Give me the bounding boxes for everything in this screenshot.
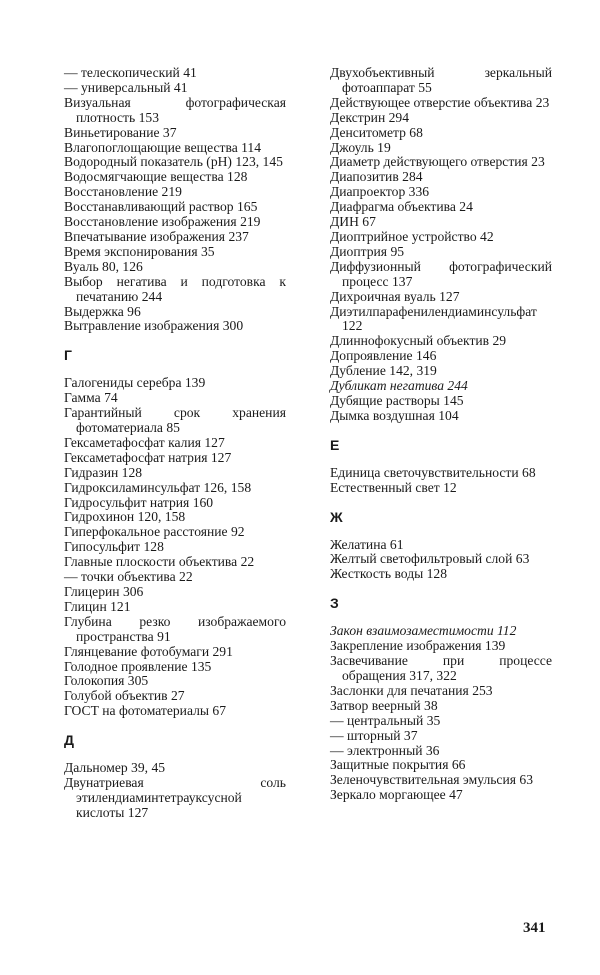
index-entry: Гиперфокальное расстояние 92 bbox=[64, 524, 245, 540]
index-entry: Длиннофокусный объектив 29 bbox=[330, 333, 507, 349]
index-entry: Денситометр 68 bbox=[330, 124, 423, 140]
index-entry: Глубина резко изображаемого пространства 91 bbox=[64, 613, 286, 644]
index-entry: Закрепление изображения 139 bbox=[330, 638, 506, 654]
index-entry: Водосмягчающие вещества 128 bbox=[64, 169, 248, 185]
section-letter: З bbox=[330, 595, 339, 612]
index-entry: Дымка воздушная 104 bbox=[330, 407, 459, 423]
index-entry: Влагопоглощающие вещества 114 bbox=[64, 139, 262, 155]
index-entry: Защитные покрытия 66 bbox=[330, 757, 466, 773]
index-entry: Единица светочувствительности 68 bbox=[330, 464, 536, 480]
index-entry: Диаметр действующего отверстия 23 bbox=[330, 154, 545, 170]
index-entry: Диоптрия 95 bbox=[330, 243, 405, 259]
section-letter: Е bbox=[330, 436, 340, 453]
index-entry: Глянцевание фотобумаги 291 bbox=[64, 643, 233, 659]
index-entry: Дальномер 39, 45 bbox=[64, 760, 166, 776]
index-entry: Действующее отверстие объектива 23 bbox=[330, 94, 550, 110]
index-entry: Заслонки для печатания 253 bbox=[330, 682, 493, 698]
index-entry: Естественный свет 12 bbox=[330, 479, 457, 495]
index-entry: Затвор веерный 38 bbox=[330, 697, 438, 713]
index-entry: Диапроектор 336 bbox=[330, 184, 430, 200]
index-entry: Гидросульфит натрия 160 bbox=[64, 494, 214, 510]
index-entry: Дубящие растворы 145 bbox=[330, 392, 464, 408]
index-entry: Жесткость воды 128 bbox=[330, 566, 448, 582]
index-entry: Декстрин 294 bbox=[330, 109, 410, 125]
section-letter: Д bbox=[64, 732, 74, 749]
index-entry: — центральный 35 bbox=[330, 712, 441, 728]
section-letter: Г bbox=[64, 347, 72, 364]
index-entry: Впечатывание изображения 237 bbox=[64, 228, 249, 244]
index-entry: Гидразин 128 bbox=[64, 464, 143, 480]
index-entry: Глицерин 306 bbox=[64, 584, 144, 599]
index-entry: Голодное проявление 135 bbox=[64, 658, 212, 674]
index-entry: Гидроксиламинсульфат 126, 158 bbox=[64, 479, 252, 495]
index-entry: Диоптрийное устройство 42 bbox=[330, 228, 494, 244]
index-entry: — шторный 37 bbox=[330, 727, 418, 743]
index-entry: Вытравление изображения 300 bbox=[64, 318, 244, 334]
index-entry: Главные плоскости объектива 22 bbox=[64, 554, 255, 570]
index-entry: Галогениды серебра 139 bbox=[64, 375, 206, 391]
index-entry: Вуаль 80, 126 bbox=[64, 258, 143, 274]
index-entry: Диэтилпарафенилендиаминсульфат 122 bbox=[330, 303, 537, 334]
index-entry: Восстановление 219 bbox=[64, 184, 182, 200]
section-letter: Ж bbox=[330, 508, 343, 525]
index-entry: Гексаметафосфат калия 127 bbox=[64, 434, 225, 450]
index-entry: Допроявление 146 bbox=[330, 348, 437, 364]
page-number: 341 bbox=[523, 920, 546, 936]
index-entry: Дихроичная вуаль 127 bbox=[330, 288, 460, 304]
index-entry: Выдержка 96 bbox=[64, 303, 141, 319]
index-entry: Зеркало моргающее 47 bbox=[330, 787, 463, 803]
index-entry: Дубликат негатива 244 bbox=[330, 378, 468, 394]
index-entry: Голубой объектив 27 bbox=[64, 688, 185, 704]
index-entry: Закон взаимозаместимости 112 bbox=[330, 623, 517, 639]
index-entry: Дубление 142, 319 bbox=[330, 363, 437, 379]
index-entry: Время экспонирования 35 bbox=[64, 243, 215, 259]
index-entry: Желатина 61 bbox=[330, 536, 404, 552]
index-entry: — электронный 36 bbox=[330, 742, 440, 758]
index-entry: Гексаметафосфат натрия 127 bbox=[64, 449, 232, 465]
index-entry: Водородный показатель (pH) 123, 145 bbox=[64, 154, 283, 170]
index-entry: Зеленочувствительная эмульсия 63 bbox=[330, 772, 533, 788]
index-entry: Желтый светофильтровый слой 63 bbox=[330, 551, 530, 567]
index-column-right bbox=[330, 66, 552, 803]
index-entry: Гарантийный срок хранения фотоматериала 85 bbox=[64, 405, 286, 436]
index-entry: Голокопия 305 bbox=[64, 673, 149, 689]
index-entry: ДИН 67 bbox=[330, 214, 376, 230]
index-entry: Двухобъективный зеркальный фотоаппарат 55 bbox=[330, 65, 552, 95]
index-entry: Гипосульфит 128 bbox=[64, 539, 164, 555]
index-entry: — телескопический 41 bbox=[64, 65, 197, 80]
index-entry: Выбор негатива и подготовка к печатанию 244 bbox=[64, 273, 286, 304]
index-entry: Глицин 121 bbox=[64, 598, 131, 614]
index-entry: Виньетирование 37 bbox=[64, 124, 177, 140]
index-entry: — универсальный 41 bbox=[64, 79, 188, 95]
index-entry: Восстановление изображения 219 bbox=[64, 214, 261, 230]
index-entry: Джоуль 19 bbox=[330, 139, 391, 155]
index-entry: Диафрагма объектива 24 bbox=[330, 199, 473, 215]
index-entry: Диапозитив 284 bbox=[330, 169, 423, 185]
index-entry: — точки объектива 22 bbox=[64, 569, 193, 585]
index-entry: Диффузионный фотографический процесс 137 bbox=[330, 258, 552, 289]
index-entry: Засвечивание при процессе обращения 317, 322 bbox=[330, 653, 552, 683]
index-column-left bbox=[64, 66, 286, 821]
index-entry: Гамма 74 bbox=[64, 390, 118, 406]
index-entry: Восстанавливающий раствор 165 bbox=[64, 199, 258, 215]
index-entry: Двунатриевая соль этилендиаминтетрауксусной кислоты 127 bbox=[64, 775, 286, 820]
index-entry: ГОСТ на фотоматериалы 67 bbox=[64, 703, 227, 719]
index-entry: Гидрохинон 120, 158 bbox=[64, 509, 186, 525]
index-entry: Визуальная фотографическая плотность 153 bbox=[64, 94, 286, 125]
